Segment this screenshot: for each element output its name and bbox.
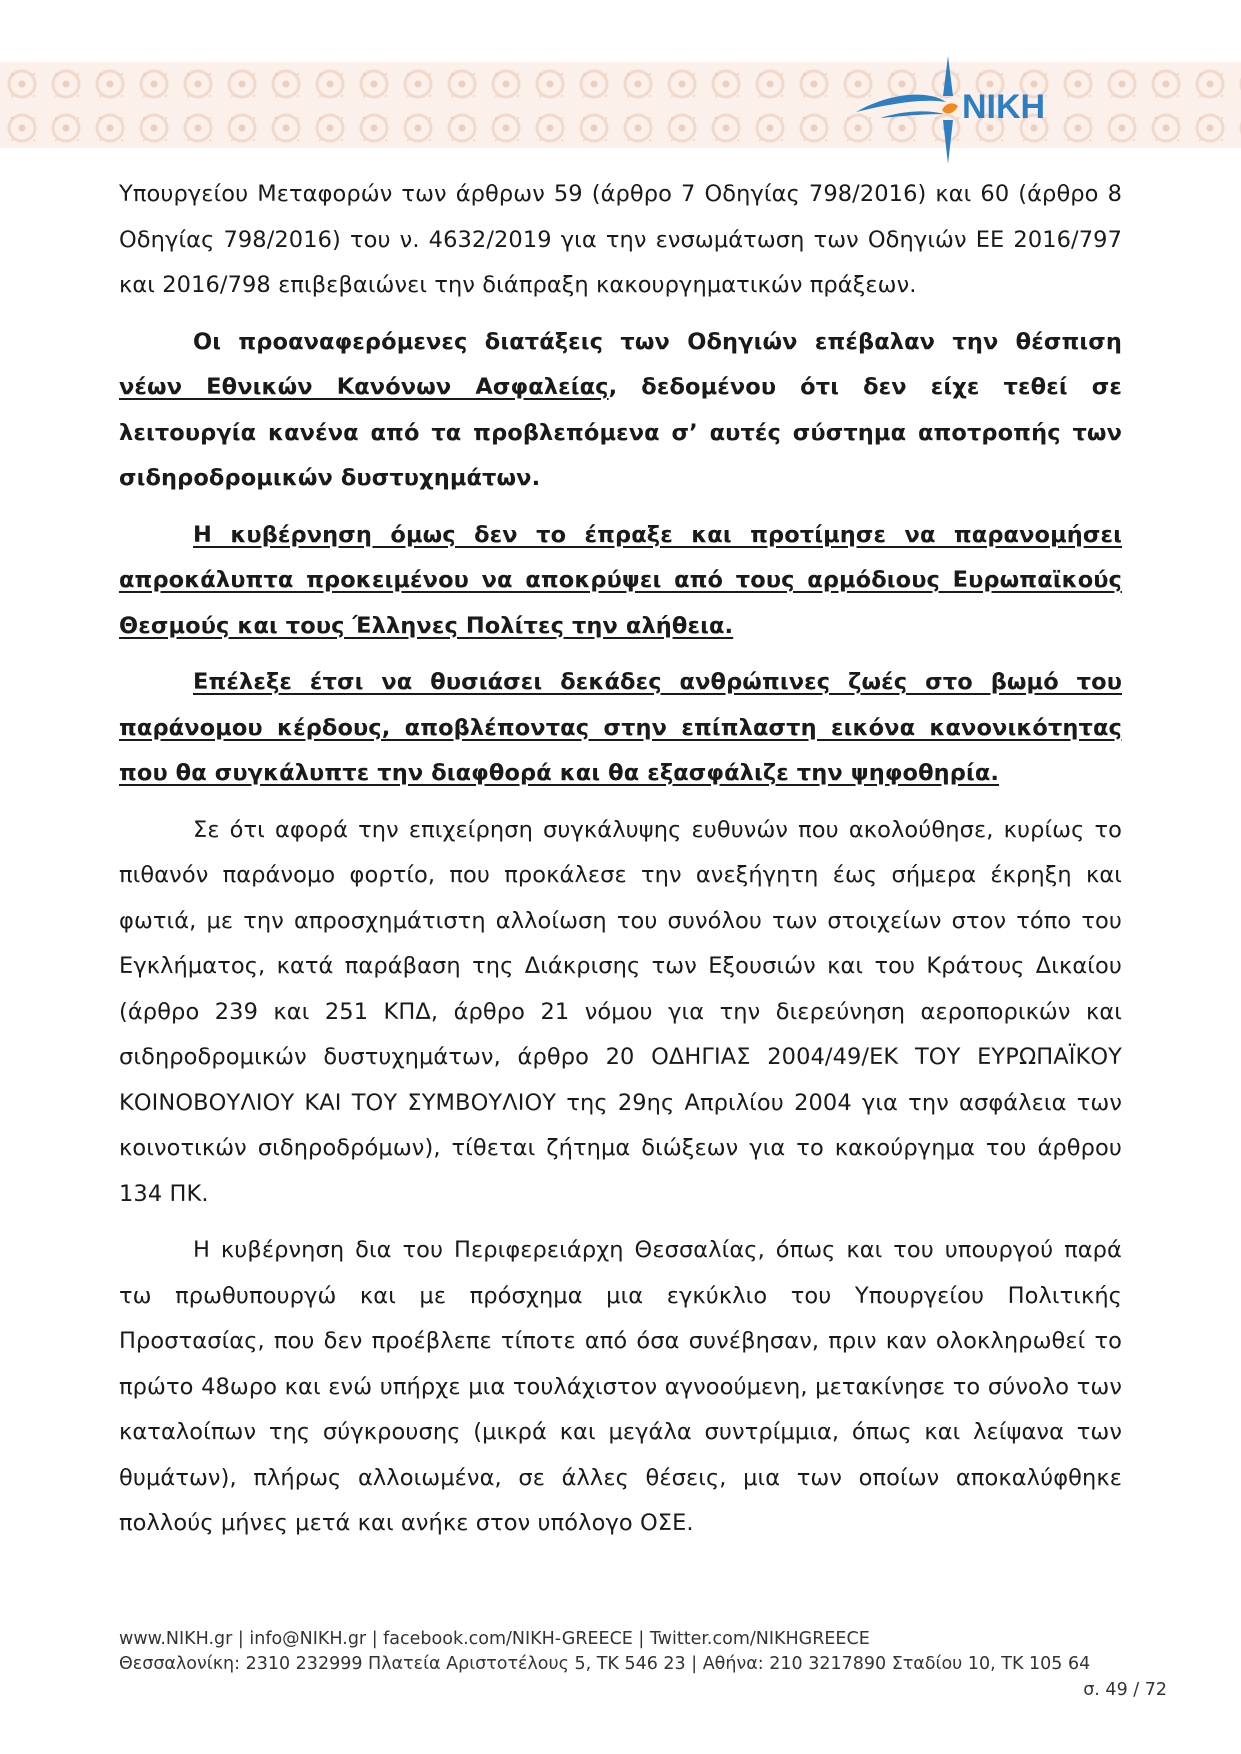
page-number: σ. 49 / 72 <box>1083 1680 1167 1700</box>
paragraph-2-rest: , δεδομένου ότι δεν είχε τεθεί σε λειτουργία κανένα από τα προβλεπόμενα σ’ αυτές σύστημα αποτροπής των σιδηροδρομικών δυστυχημάτων. <box>119 374 1122 491</box>
logo-ray-top <box>943 56 953 96</box>
footer-web-links: www.NIKH.gr | info@NIKH.gr | facebook.com/NIKH-GREECE | Twitter.com/NIKHGREECE <box>119 1629 870 1649</box>
logo-swoosh-orange <box>942 103 958 113</box>
footer-addresses: Θεσσαλονίκη: 2310 232999 Πλατεία Αριστοτέλους 5, ΤΚ 546 23 | Αθήνα: 210 3217890 Σταδίου 10, ΤΚ 105 64 <box>119 1654 1091 1674</box>
nikh-logo <box>850 52 1090 168</box>
paragraph-4-text: Επέλεξε έτσι να θυσιάσει δεκάδες ανθρώπινες ζωές στο βωμό του παράνομου κέρδους, αποβλέποντας στην επίπλαστη εικόνα κανονικότητας που θα συγκάλυπτε την διαφθορά και θα εξασφάλιζε την ψηφοθηρία. <box>119 669 1122 786</box>
logo-text: NIKH <box>962 88 1046 126</box>
paragraph-4 <box>119 660 1122 797</box>
paragraph-1: Υπουργείου Μεταφορών των άρθρων 59 (άρθρο 7 Οδηγίας 798/2016) και 60 (άρθρο 8 Οδηγίας 798/2016) του ν. 4632/2019 για την ενσωμάτωση των Οδηγιών ΕΕ 2016/797 και 2016/798 επιβεβαιώνει την διάπραξη κακουργηματικών πράξεων. <box>119 181 1122 298</box>
paragraph-6: Η κυβέρνηση δια του Περιφερειάρχη Θεσσαλίας, όπως και του υπουργού παρά τω πρωθυπουργώ και με πρόσχημα μια εγκύκλιο του Υπουργείου Πολιτικής Προστασίας, που δεν προέβλεπε τίποτε από όσα συνέβησαν, πριν καν ολοκληρωθεί το πρώτο 48ωρο και ενώ υπήρχε μια τουλάχιστον αγνοούμενη, μετακίνησε το σύνολο των καταλοίπων της σύγκρουσης (μικρά και μεγάλα συντρίμμια, όπως και λείψανα των θυμάτων), πλήρως αλλοιωμένα, σε άλλες θέσεις, μια των οποίων αποκαλύφθηκε πολλούς μήνες μετά και ανήκε στον υπόλογο ΟΣΕ. <box>119 1237 1122 1536</box>
paragraph-2-lead: Οι προαναφερόμενες διατάξεις των Οδηγιών επέβαλαν την θέσπιση <box>193 328 1122 355</box>
paragraph-2-underlined: νέων Εθνικών Κανόνων Ασφαλείας <box>119 374 609 400</box>
paragraph-5: Σε ότι αφορά την επιχείρηση συγκάλυψης ευθυνών που ακολούθησε, κυρίως το πιθανόν παράνομο φορτίο, που προκάλεσε την ανεξήγητη έως σήμερα έκρηξη και φωτιά, με την απροσχημάτιστη αλλοίωση του συνόλου των στοιχείων στον τόπο του Εγκλήματος, κατά παράβαση της Διάκρισης των Εξουσιών και του Κράτους Δικαίου (άρθρο 239 και 251 ΚΠΔ, άρθρο 21 νόμου για την διερεύνηση αεροπορικών και σιδηροδρομικών δυστυχημάτων, άρθρο 20 ΟΔΗΓΙΑΣ 2004/49/ΕΚ ΤΟΥ ΕΥΡΩΠΑΪΚΟΥ ΚΟΙΝΟΒΟΥΛΙΟΥ ΚΑΙ ΤΟΥ ΣΥΜΒΟΥΛΙΟΥ της 29ης Απριλίου 2004 για την ασφάλεια των κοινοτικών σιδηροδρόμων), τίθεται ζήτημα διώξεων για το κακούργημα του άρθρου 134 ΠΚ. <box>119 816 1122 1207</box>
document-body <box>119 172 1122 1558</box>
logo-ray-bottom <box>943 120 953 164</box>
logo-swoosh-lower <box>880 111 944 118</box>
paragraph-3-text: Η κυβέρνηση όμως δεν το έπραξε και προτίμησε να παρανομήσει απροκάλυπτα προκειμένου να αποκρύψει από τους αρμόδιους Ευρωπαϊκούς Θεσμούς και τους Έλληνες Πολίτες την αλήθεια. <box>119 521 1122 639</box>
footer-contact <box>119 1627 1090 1677</box>
logo-swoosh-blue <box>856 95 946 112</box>
paragraph-3 <box>119 513 1122 650</box>
paragraph-2 <box>119 320 1122 502</box>
